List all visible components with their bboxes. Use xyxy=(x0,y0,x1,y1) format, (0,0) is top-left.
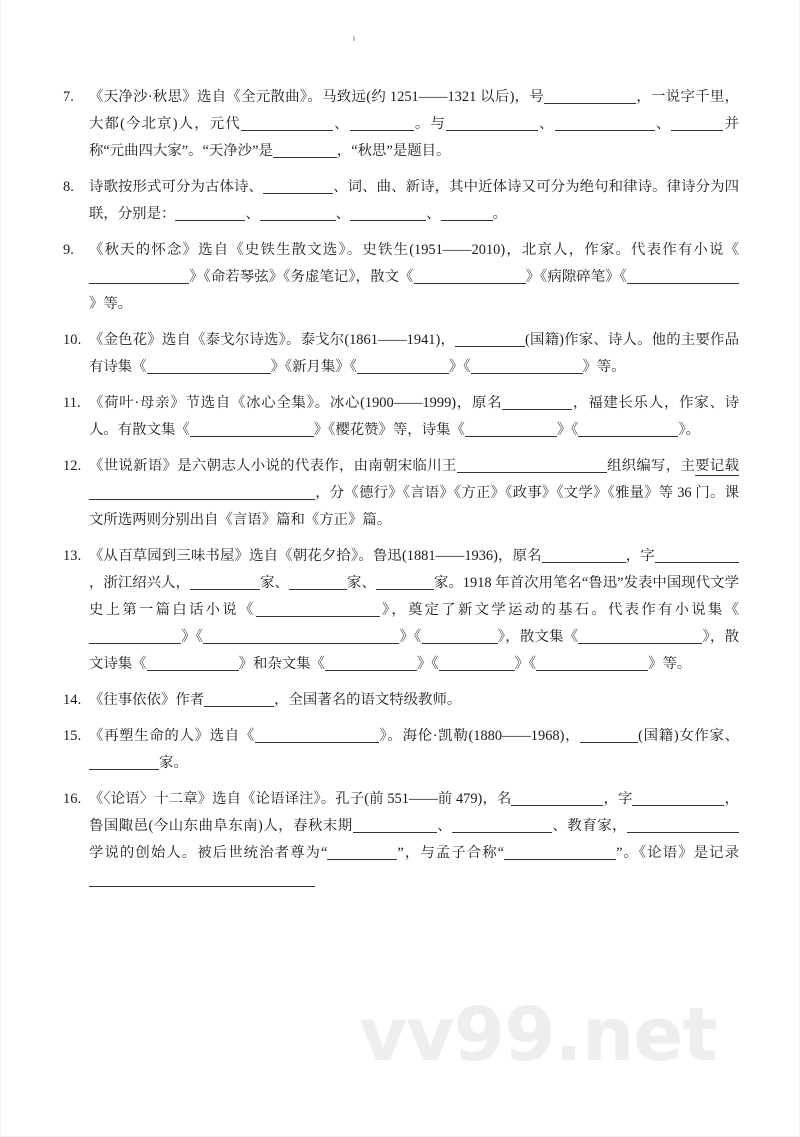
exercise-item-body xyxy=(89,548,739,672)
answer-blank[interactable] xyxy=(446,115,538,131)
exercise-text: ，字 xyxy=(603,791,633,807)
answer-blank[interactable] xyxy=(89,871,315,887)
exercise-text: 》《 xyxy=(399,629,422,645)
answer-blank[interactable] xyxy=(627,268,739,284)
exercise-item xyxy=(63,723,739,777)
answer-blank[interactable] xyxy=(353,817,437,833)
answer-blank[interactable] xyxy=(671,115,723,131)
exercise-item-body xyxy=(89,332,739,375)
exercise-text: ，字 xyxy=(625,548,655,564)
exercise-item xyxy=(63,543,739,678)
answer-blank[interactable] xyxy=(357,358,449,374)
exercise-text: 《天净沙·秋思》选自《全元散曲》。马致远(约 1251——1321 以后)，号 xyxy=(89,89,545,105)
answer-blank[interactable] xyxy=(627,817,739,833)
exercise-item-body xyxy=(89,242,739,312)
exercise-item-number: 10. xyxy=(63,332,82,348)
answer-blank[interactable] xyxy=(455,331,525,347)
exercise-text: 》《 xyxy=(556,422,579,438)
answer-blank[interactable] xyxy=(273,142,337,158)
exercise-item-body xyxy=(89,395,739,438)
answer-blank[interactable] xyxy=(452,817,552,833)
exercise-text: 》《病隙碎笔》《 xyxy=(525,269,627,285)
answer-blank[interactable] xyxy=(632,790,724,806)
exercise-text: 《世说新语》是六朝志人小说的代表作，由南朝宋临川王 xyxy=(89,458,457,474)
exercise-text: 、词、曲、新诗，其中近体诗又可分为绝句和律诗。律诗分为四联，分别是： xyxy=(89,179,739,222)
exercise-item xyxy=(63,687,739,714)
exercise-text: 》《新月集》《 xyxy=(270,359,357,375)
exercise-item-number: 7. xyxy=(63,89,74,105)
answer-blank[interactable] xyxy=(439,655,515,671)
exercise-text: 、教育家， xyxy=(552,818,627,834)
answer-blank[interactable] xyxy=(578,628,702,644)
answer-blank[interactable] xyxy=(147,655,239,671)
exercise-text: ，分《德行》《言语》《方正》《政事》《文学》《雅量》等 36 门。课文所选两则分别出自《言语》篇和《方正》篇。 xyxy=(89,485,739,528)
exercise-text: 《荷叶·母亲》节选自《冰心全集》。冰心(1900——1999)，原名 xyxy=(89,395,503,411)
answer-blank[interactable] xyxy=(89,268,189,284)
exercise-item-body xyxy=(89,179,739,222)
exercise-item-number: 9. xyxy=(63,242,74,258)
exercise-text: 》和杂文集《 xyxy=(238,656,325,672)
exercise-item-body xyxy=(89,89,739,159)
exercise-item-number: 11. xyxy=(63,395,81,411)
exercise-text: 》《樱花赞》等，诗集《 xyxy=(313,422,465,438)
exercise-text: 》《 xyxy=(181,629,204,645)
exercise-text: 》等。 xyxy=(89,296,133,312)
answer-blank[interactable] xyxy=(504,844,616,860)
exercise-text: ，福建长乐人，作家、诗人。有散文集《 xyxy=(89,395,739,438)
exercise-text: 》，散文诗集《 xyxy=(89,629,739,672)
exercise-list xyxy=(1,0,800,903)
exercise-text: 并称“元曲四大家”。“天净沙”是 xyxy=(89,116,739,159)
answer-blank[interactable] xyxy=(655,547,739,563)
exercise-text: 》《 xyxy=(514,656,537,672)
answer-blank[interactable] xyxy=(536,655,648,671)
exercise-text: ”。《论语》是记录 xyxy=(616,845,739,861)
exercise-text: 》。 xyxy=(678,422,701,438)
exercise-item xyxy=(63,327,739,381)
exercise-text: 《从百草园到三味书屋》选自《朝花夕拾》。鲁迅(1881——1936)，原名 xyxy=(89,548,542,564)
exercise-item xyxy=(63,786,739,894)
answer-blank[interactable] xyxy=(457,457,607,473)
answer-blank[interactable] xyxy=(465,421,557,437)
exercise-text: 、 xyxy=(245,206,260,222)
exercise-item-body xyxy=(89,791,739,888)
exercise-text: ，全国著名的语文特级教师。 xyxy=(274,692,462,708)
answer-blank[interactable] xyxy=(350,205,426,221)
answer-blank[interactable] xyxy=(544,88,636,104)
answer-blank[interactable] xyxy=(255,727,379,743)
exercise-text: 家。 xyxy=(159,755,188,771)
exercise-text: 、 xyxy=(332,116,350,132)
exercise-text: (国籍)女作家、 xyxy=(638,728,739,744)
exercise-text: 、 xyxy=(426,206,441,222)
exercise-item xyxy=(63,453,739,534)
exercise-text: 《秋天的怀念》选自《史铁生散文选》。史铁生(1951——2010)，北京人，作家。代表作有小说《 xyxy=(89,242,739,258)
exercise-text: 《金色花》选自《泰戈尔诗选》。泰戈尔(1861——1941)， xyxy=(89,332,456,348)
exercise-item xyxy=(63,174,739,228)
exercise-text: ，一说字千里，大都(今北京)人，元代 xyxy=(89,89,739,132)
answer-blank[interactable] xyxy=(89,754,159,770)
answer-blank[interactable] xyxy=(289,574,347,590)
exercise-text: 《〈论语〉十二章》选自《论语译注》。孔子(前 551——前 479)，名 xyxy=(89,791,512,807)
answer-blank[interactable] xyxy=(578,421,678,437)
exercise-text: 家。1918 年首次用笔名“鲁迅”发表中国现代文学史上第一篇白话小说《 xyxy=(89,575,739,618)
exercise-text: ，浙江绍兴人， xyxy=(89,575,191,591)
answer-blank[interactable] xyxy=(190,421,314,437)
answer-blank[interactable] xyxy=(414,268,526,284)
exercise-text: 学说的创始人。被后世统治者尊为“ xyxy=(89,845,328,861)
answer-blank[interactable] xyxy=(471,358,583,374)
exercise-item-number: 14. xyxy=(63,692,82,708)
exercise-item xyxy=(63,237,739,318)
answer-blank[interactable] xyxy=(327,844,397,860)
exercise-text: 家、 xyxy=(346,575,376,591)
watermark: vv99.net xyxy=(359,992,717,1078)
exercise-text: 》《 xyxy=(448,359,471,375)
answer-blank[interactable] xyxy=(542,547,626,563)
answer-blank[interactable] xyxy=(147,358,271,374)
exercise-item-number: 15. xyxy=(63,728,82,744)
exercise-text: 、 xyxy=(335,206,351,222)
answer-blank[interactable] xyxy=(325,655,417,671)
exercise-item-body xyxy=(89,458,739,528)
exercise-text: 、 xyxy=(537,116,555,132)
answer-blank[interactable] xyxy=(190,574,260,590)
exercise-text: 家、 xyxy=(260,575,289,591)
exercise-text: 》等。 xyxy=(648,656,692,672)
exercise-item xyxy=(63,390,739,444)
answer-blank[interactable] xyxy=(89,628,181,644)
exercise-text: ”，与孟子合称“ xyxy=(397,845,505,861)
exercise-text: 》，散文集《 xyxy=(497,629,579,645)
answer-blank[interactable] xyxy=(241,115,333,131)
exercise-text: (国籍)作家、诗人。他的主要作品有诗集《 xyxy=(89,332,739,375)
underlined-text: 要记载 xyxy=(695,458,739,474)
answer-blank[interactable] xyxy=(580,727,638,743)
answer-blank[interactable] xyxy=(204,691,274,707)
answer-blank[interactable] xyxy=(203,628,399,644)
exercise-text: 、 xyxy=(436,818,453,834)
answer-blank[interactable] xyxy=(263,178,333,194)
exercise-item-number: 12. xyxy=(63,458,82,474)
exercise-item-body xyxy=(89,692,461,708)
answer-blank[interactable] xyxy=(175,205,245,221)
exercise-text: 》《命若琴弦》《务虚笔记》，散文《 xyxy=(189,269,414,285)
exercise-text: 》。海伦·凯勒(1880——1968)， xyxy=(378,728,581,744)
answer-blank[interactable] xyxy=(502,394,572,410)
answer-blank[interactable] xyxy=(350,115,414,131)
exercise-text: ，“秋思”是题目。 xyxy=(336,143,451,159)
exercise-item-number: 13. xyxy=(63,548,82,564)
answer-blank[interactable] xyxy=(555,115,655,131)
answer-blank[interactable] xyxy=(260,205,336,221)
answer-blank[interactable] xyxy=(376,574,434,590)
exercise-item-number: 16. xyxy=(63,791,82,807)
exercise-text: 》《 xyxy=(416,656,439,672)
exercise-text: 《再塑生命的人》选自《 xyxy=(89,728,255,744)
answer-blank[interactable] xyxy=(89,484,315,500)
answer-blank[interactable] xyxy=(441,205,493,221)
answer-blank[interactable] xyxy=(511,790,603,806)
exercise-item-body xyxy=(89,728,739,771)
exercise-text: 、 xyxy=(654,116,672,132)
exercise-text: 》等。 xyxy=(582,359,626,375)
exercise-item-number: 8. xyxy=(63,179,74,195)
exercise-text: 。与 xyxy=(413,116,446,132)
answer-blank[interactable] xyxy=(256,601,380,617)
exercise-text: 诗歌按形式可分为古体诗、 xyxy=(89,179,263,195)
exercise-text: 组织编写，主 xyxy=(606,458,696,474)
exercise-item xyxy=(63,84,739,165)
exercise-text: ，鲁国陬邑(今山东曲阜东南)人，春秋末期 xyxy=(89,791,739,834)
exercise-text: 《往事依依》作者 xyxy=(89,692,205,708)
exercise-text: 》，奠定了新文学运动的基石。代表作有小说集《 xyxy=(379,602,739,618)
answer-blank[interactable] xyxy=(422,628,498,644)
exercise-text: 。 xyxy=(492,206,507,222)
